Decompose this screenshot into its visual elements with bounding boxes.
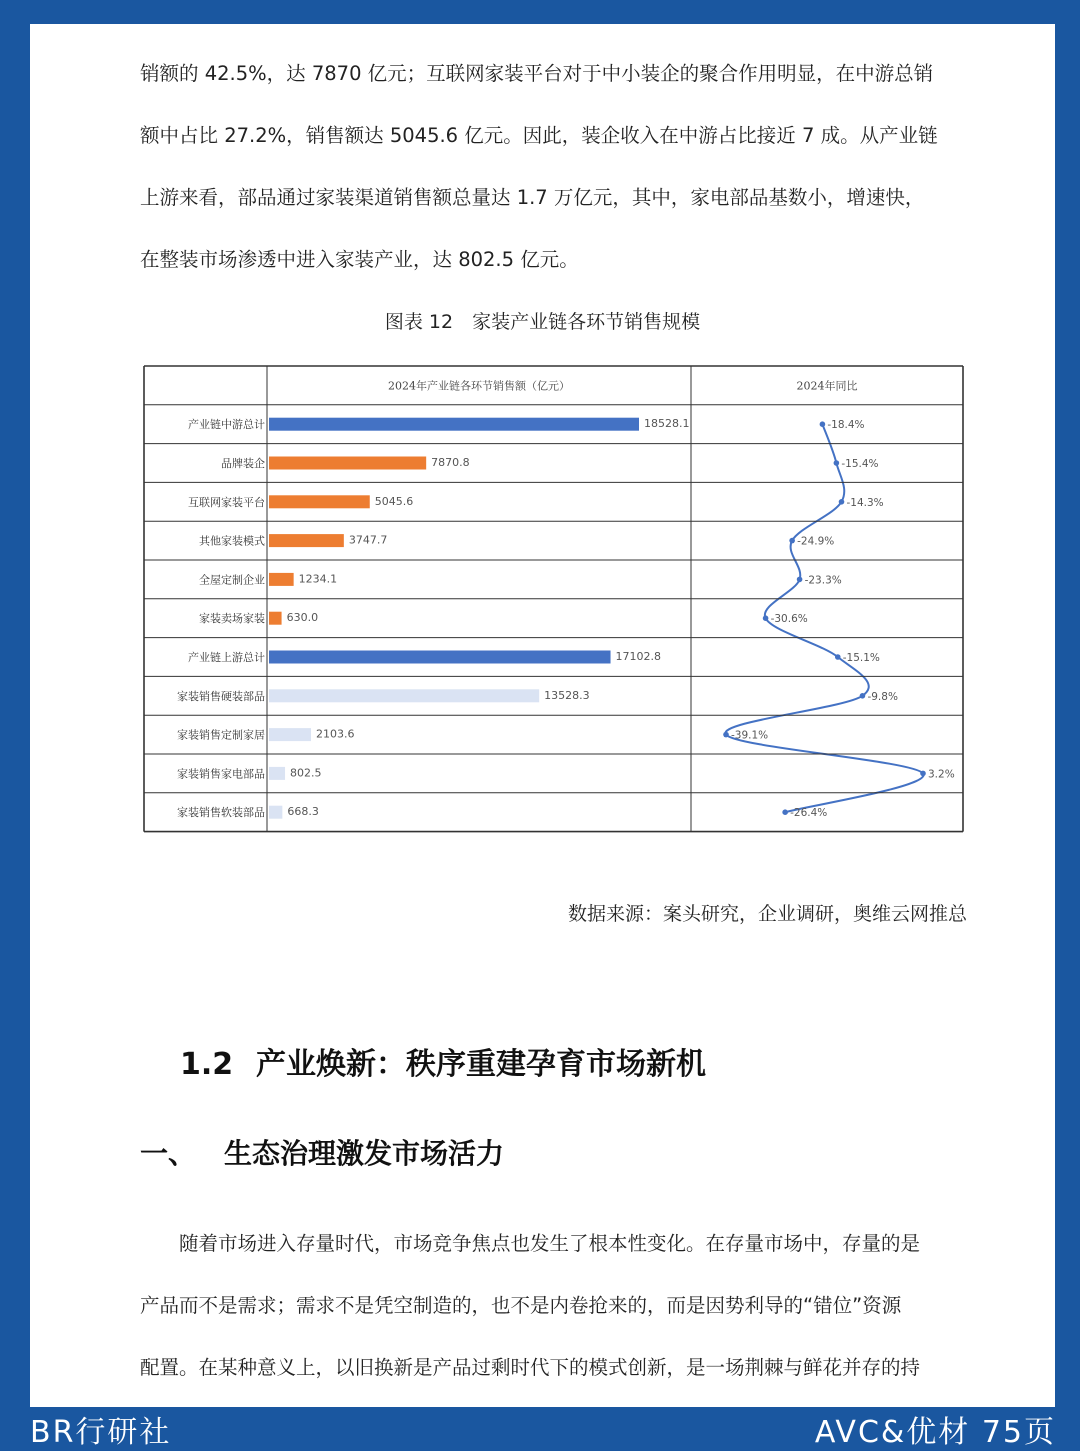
document-page — [30, 24, 1055, 1407]
subsection-title: 生态治理激发市场活力 — [224, 1137, 505, 1170]
row-label: 家装销售硬装部品 — [177, 689, 265, 703]
bar-value-label: 1234.1 — [298, 572, 338, 586]
growth-label: 3.2% — [928, 768, 955, 781]
growth-point — [860, 693, 866, 699]
growth-label: -26.4% — [790, 807, 828, 820]
growth-point — [920, 771, 926, 777]
growth-point — [835, 654, 841, 660]
row-label: 家装销售家电部品 — [177, 767, 265, 781]
section-heading — [180, 1039, 706, 1083]
growth-point — [834, 460, 840, 466]
bar — [269, 534, 344, 547]
bar-value-label: 2103.6 — [316, 727, 355, 741]
growth-point — [839, 499, 845, 505]
bar-value-label: 7870.8 — [431, 456, 470, 469]
row-label: 互联网家装平台 — [188, 495, 265, 509]
footer-page-info: AVC&优材 75页 — [814, 1415, 1056, 1450]
growth-point — [789, 538, 795, 544]
bar — [269, 495, 370, 508]
text-line: 在整装市场渗透中进入家装产业，达 802.5 亿元。 — [140, 248, 579, 271]
growth-label: -24.9% — [797, 535, 835, 548]
bar — [269, 418, 639, 431]
row-label: 品牌装企 — [221, 457, 265, 470]
bar — [269, 806, 282, 819]
row-label: 产业链中游总计 — [188, 418, 265, 432]
bar — [269, 651, 611, 664]
text-line: 产品而不是需求；需求不是凭空制造的，也不是内卷抢来的，而是因势利导的“错位”资源 — [140, 1294, 902, 1317]
bar-value-label: 5045.6 — [374, 494, 414, 508]
growth-point — [797, 577, 803, 583]
column-header: 2024年产业链各环节销售额（亿元） — [388, 379, 570, 393]
growth-point — [820, 421, 826, 427]
section-title: 产业焕新：秩序重建孕育市场新机 — [256, 1047, 706, 1082]
bar-value-label: 802.5 — [290, 766, 322, 780]
body-paragraph — [140, 1213, 970, 1399]
growth-label: -30.6% — [770, 613, 808, 626]
row-label: 家装卖场家装 — [199, 612, 265, 626]
bar — [269, 573, 294, 586]
row-label: 其他家装模式 — [199, 534, 265, 548]
bar — [269, 612, 282, 625]
growth-label: -18.4% — [827, 419, 865, 432]
growth-point — [723, 732, 729, 738]
subsection-heading — [140, 1132, 504, 1172]
growth-label: -14.3% — [846, 496, 884, 509]
bar-value-label: 17102.8 — [615, 650, 662, 663]
text-line: 配置。在某种意义上，以旧换新是产品过剩时代下的模式创新，是一场荆棘与鲜花并存的持 — [140, 1356, 921, 1379]
footer-brand: BR行研社 — [30, 1415, 172, 1450]
bar — [269, 689, 539, 702]
growth-point — [782, 809, 788, 815]
growth-label: -23.3% — [804, 574, 842, 587]
bar-value-label: 668.3 — [287, 805, 319, 819]
bar-value-label: 18528.1 — [644, 417, 690, 431]
text-line: 额中占比 27.2%，销售额达 5045.6 亿元。因此，装企收入在中游占比接近 7 成。从产业链 — [140, 124, 938, 147]
bar-value-label: 3747.7 — [348, 533, 388, 547]
text-line: 上游来看，部品通过家装渠道销售额总量达 1.7 万亿元，其中，家电部品基数小，增速快， — [140, 186, 925, 209]
section-number: 1.2 — [180, 1047, 234, 1082]
row-label: 全屋定制企业 — [199, 573, 265, 587]
row-label: 产业链上游总计 — [188, 651, 265, 664]
growth-point — [763, 615, 769, 621]
chart-table — [30, 24, 1055, 854]
bar — [269, 767, 285, 780]
column-header: 2024年同比 — [796, 379, 858, 393]
text-line: 随着市场进入存量时代，市场竞争焦点也发生了根本性变化。在存量市场中，存量的是 — [140, 1232, 921, 1255]
growth-label: -39.1% — [731, 729, 769, 742]
growth-label: -15.4% — [841, 458, 879, 470]
subsection-number: 一、 — [140, 1137, 197, 1170]
bar — [269, 457, 426, 470]
figure-title: 图表 12 家装产业链各环节销售规模 — [384, 311, 701, 333]
bar-value-label: 630.0 — [286, 611, 319, 625]
bar — [269, 728, 311, 741]
growth-label: -15.1% — [842, 652, 880, 664]
bar-value-label: 13528.3 — [544, 688, 590, 702]
text-line: 销额的 42.5%，达 7870 亿元；互联网家装平台对于中小装企的聚合作用明显，在中游总销 — [140, 62, 934, 85]
data-source: 数据来源：案头研究，企业调研，奥维云网推总 — [567, 903, 967, 925]
growth-label: -9.8% — [867, 690, 898, 703]
row-label: 家装销售软装部品 — [177, 806, 265, 820]
row-label: 家装销售定制家居 — [177, 728, 265, 742]
